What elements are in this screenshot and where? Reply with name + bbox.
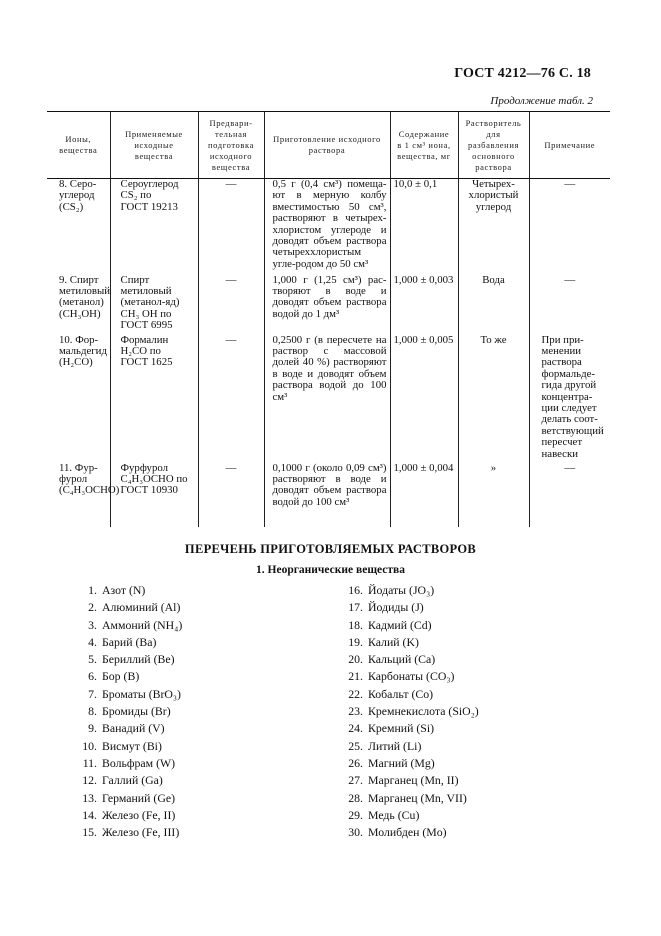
cell-ion: 8. Серо- углерод (CS₂) xyxy=(59,178,97,213)
list-item xyxy=(341,772,479,789)
cell-content: 10,0 ± 0,1 xyxy=(390,179,458,275)
list-item-number: 30. xyxy=(348,825,363,840)
list-item-number: 19. xyxy=(348,634,363,649)
list-item-number: 9. xyxy=(88,721,97,736)
list-item xyxy=(75,582,182,599)
list-item-text: Марганец (Mn, II) xyxy=(368,773,459,788)
list-item xyxy=(75,772,182,789)
cell-prep: — xyxy=(198,275,264,335)
cell-ion: 10. Фор- мальдегид (H₂CO) xyxy=(59,333,107,369)
list-item-text: Калий (K) xyxy=(368,634,419,649)
list-item-number: 14. xyxy=(82,807,97,822)
list-item xyxy=(341,703,479,720)
cell-note: — xyxy=(529,275,610,335)
list-item-number: 18. xyxy=(348,617,363,632)
table-row xyxy=(47,463,610,527)
list-item-text: Аммоний (NH₄) xyxy=(102,617,183,632)
cell-solvent: » xyxy=(458,463,529,527)
list-item xyxy=(75,824,182,841)
list-item xyxy=(75,755,182,772)
cell-content: 1,000 ± 0,005 xyxy=(390,335,458,463)
list-item-text: Галлий (Ga) xyxy=(102,773,163,788)
cell-solution: 1,000 г (1,25 см³) рас-творяют в воде и доводят объем раствора водой до 1 дм³ xyxy=(264,275,390,335)
list-item-number: 4. xyxy=(88,634,97,649)
list-item xyxy=(75,807,182,824)
list-item-number: 12. xyxy=(82,773,97,788)
cell-solution: 0,1000 г (около 0,09 см³) растворяют в воде и доводят объем раствора водой до 100 см³ xyxy=(264,463,390,527)
list-item-number: 24. xyxy=(348,721,363,736)
list-item-text: Магний (Mg) xyxy=(368,755,435,770)
col-header-note: Примечание xyxy=(529,112,610,179)
cell-solution: 0,5 г (0,4 см³) помеща-ют в мерную колбу вместимостью 50 см³, растворяют в четырех-хлористом углероде и доводят объем раствора четыреххлористым угле-родом до 50 см³ xyxy=(264,179,390,275)
list-item-number: 6. xyxy=(88,669,97,684)
cell-substance: Фурфурол C₄H₃OCHO по ГОСТ 10930 xyxy=(110,463,198,527)
cell-solvent: То же xyxy=(458,335,529,463)
cell-solvent: Четырех- хлористый углерод xyxy=(458,179,529,275)
list-item xyxy=(75,617,182,634)
list-item-number: 2. xyxy=(88,600,97,615)
cell-note: — xyxy=(529,179,610,275)
list-item-text: Молибден (Mo) xyxy=(368,825,447,840)
list-item xyxy=(341,617,479,634)
list-item-text: Броматы (BrO₃) xyxy=(102,686,181,701)
list-item-number: 1. xyxy=(88,583,97,597)
list-item-number: 15. xyxy=(82,825,97,840)
list-item xyxy=(341,599,479,616)
list-item xyxy=(75,686,182,703)
section-subtitle: 1. Неорганические вещества xyxy=(256,564,405,576)
list-item xyxy=(75,651,182,668)
col-header-content: Содержание в 1 см³ иона, вещества, мг xyxy=(390,112,458,179)
list-item-text: Бор (B) xyxy=(102,669,140,684)
list-item-text: Азот (N) xyxy=(102,583,146,597)
list-item xyxy=(341,790,479,807)
list-item-text: Бромиды (Br) xyxy=(102,704,171,719)
list-item-text: Йодиды (J) xyxy=(368,600,424,615)
list-item-number: 23. xyxy=(348,704,363,719)
list-item-text: Медь (Cu) xyxy=(368,807,420,822)
list-item-text: Кальций (Ca) xyxy=(368,652,436,667)
list-item xyxy=(341,668,479,685)
cell-solution: 0,2500 г (в пересчете на раствор с массовой долей 40 %) растворяют в воде и доводят объем раствора водой до 100 см³ xyxy=(264,335,390,463)
list-item-text: Ванадий (V) xyxy=(102,721,165,736)
list-item-text: Висмут (Bi) xyxy=(102,738,162,753)
list-item xyxy=(75,738,182,755)
list-item-number: 27. xyxy=(348,773,363,788)
cell-content: 1,000 ± 0,003 xyxy=(390,275,458,335)
cell-note: При при- менении раствора формальде- гида другой концентра- ции следует делать соот- ветствующий пересчет навески xyxy=(529,335,610,463)
list-item-number: 16. xyxy=(348,583,363,597)
list-item-number: 26. xyxy=(348,755,363,770)
col-header-pretreatment: Предвари- тельная подготовка исходного вещества xyxy=(198,112,264,179)
list-item-number: 20. xyxy=(348,652,363,667)
list-item-text: Кремний (Si) xyxy=(368,721,435,736)
list-item xyxy=(341,582,479,599)
list-item-number: 28. xyxy=(348,790,363,805)
list-item-number: 8. xyxy=(88,704,97,719)
table-row xyxy=(47,275,610,335)
col-header-source-substances: Применяемые исходные вещества xyxy=(110,112,198,179)
table-row xyxy=(47,335,610,463)
cell-ion: 11. Фур- фурол (C₄H₃OCHO) xyxy=(59,461,120,497)
cell-substance: Формалин H₂CO по ГОСТ 1625 xyxy=(110,335,198,463)
table-header-row xyxy=(47,112,610,179)
table-continuation-label: Продолжение табл. 2 xyxy=(490,95,593,107)
list-item-number: 7. xyxy=(88,686,97,701)
col-header-solvent: Растворитель для разбавления основного раствора xyxy=(458,112,529,179)
list-item-number: 3. xyxy=(88,617,97,632)
list-item-text: Барий (Ba) xyxy=(102,634,157,649)
substances-list-left xyxy=(75,582,182,841)
list-item xyxy=(341,720,479,737)
list-item xyxy=(341,686,479,703)
list-item-number: 22. xyxy=(348,686,363,701)
list-item-text: Кобальт (Co) xyxy=(368,686,434,701)
list-item-text: Бериллий (Be) xyxy=(102,652,175,667)
list-item-number: 11. xyxy=(82,755,97,770)
cell-ion: 9. Спирт метиловый (метанол) (CH₃OH) xyxy=(59,273,111,320)
list-item-text: Йодаты (JO₃) xyxy=(368,583,435,597)
list-item xyxy=(341,738,479,755)
substances-list-right xyxy=(341,582,479,841)
cell-prep: — xyxy=(198,463,264,527)
list-item-text: Алюминий (Al) xyxy=(102,600,181,615)
col-header-preparation: Приготовление исходного раствора xyxy=(264,112,390,179)
cell-substance: Сероуглерод CS₂ по ГОСТ 19213 xyxy=(110,179,198,275)
list-item-text: Кадмий (Cd) xyxy=(368,617,432,632)
list-item-text: Кремнекислота (SiO₂) xyxy=(368,704,479,719)
list-item xyxy=(75,668,182,685)
section-title: ПЕРЕЧЕНЬ ПРИГОТОВЛЯЕМЫХ РАСТВОРОВ xyxy=(184,542,477,556)
page-header-doc-ref: ГОСТ 4212—76 С. 18 xyxy=(454,66,591,81)
list-item xyxy=(341,634,479,651)
list-item xyxy=(75,703,182,720)
list-item-number: 10. xyxy=(82,738,97,753)
solutions-table xyxy=(47,111,610,527)
list-item xyxy=(341,755,479,772)
col-header-ions: Ионы, вещества xyxy=(47,112,110,179)
list-item-number: 13. xyxy=(82,790,97,805)
cell-prep: — xyxy=(198,335,264,463)
list-item-number: 17. xyxy=(348,600,363,615)
list-item-text: Германий (Ge) xyxy=(102,790,175,805)
list-item xyxy=(75,599,182,616)
table-row xyxy=(47,179,610,275)
list-item xyxy=(341,651,479,668)
list-item-text: Литий (Li) xyxy=(368,738,422,753)
cell-solvent: Вода xyxy=(458,275,529,335)
cell-content: 1,000 ± 0,004 xyxy=(390,463,458,527)
list-item-text: Карбонаты (CO₃) xyxy=(368,669,455,684)
list-item-number: 25. xyxy=(348,738,363,753)
cell-note: — xyxy=(529,463,610,527)
list-item-number: 29. xyxy=(348,807,363,822)
list-item xyxy=(341,824,479,841)
list-item-text: Марганец (Mn, VII) xyxy=(368,790,467,805)
list-item xyxy=(341,807,479,824)
cell-substance: Спирт метиловый (метанол-яд) CH₃ OH по ГОСТ 6995 xyxy=(110,275,198,335)
list-item xyxy=(75,790,182,807)
list-item-text: Железо (Fe, II) xyxy=(102,807,176,822)
list-item xyxy=(75,720,182,737)
list-item-text: Железо (Fe, III) xyxy=(102,825,180,840)
cell-prep: — xyxy=(198,179,264,275)
list-item xyxy=(75,634,182,651)
list-item-number: 5. xyxy=(88,652,97,667)
list-item-text: Вольфрам (W) xyxy=(102,755,176,770)
list-item-number: 21. xyxy=(348,669,363,684)
